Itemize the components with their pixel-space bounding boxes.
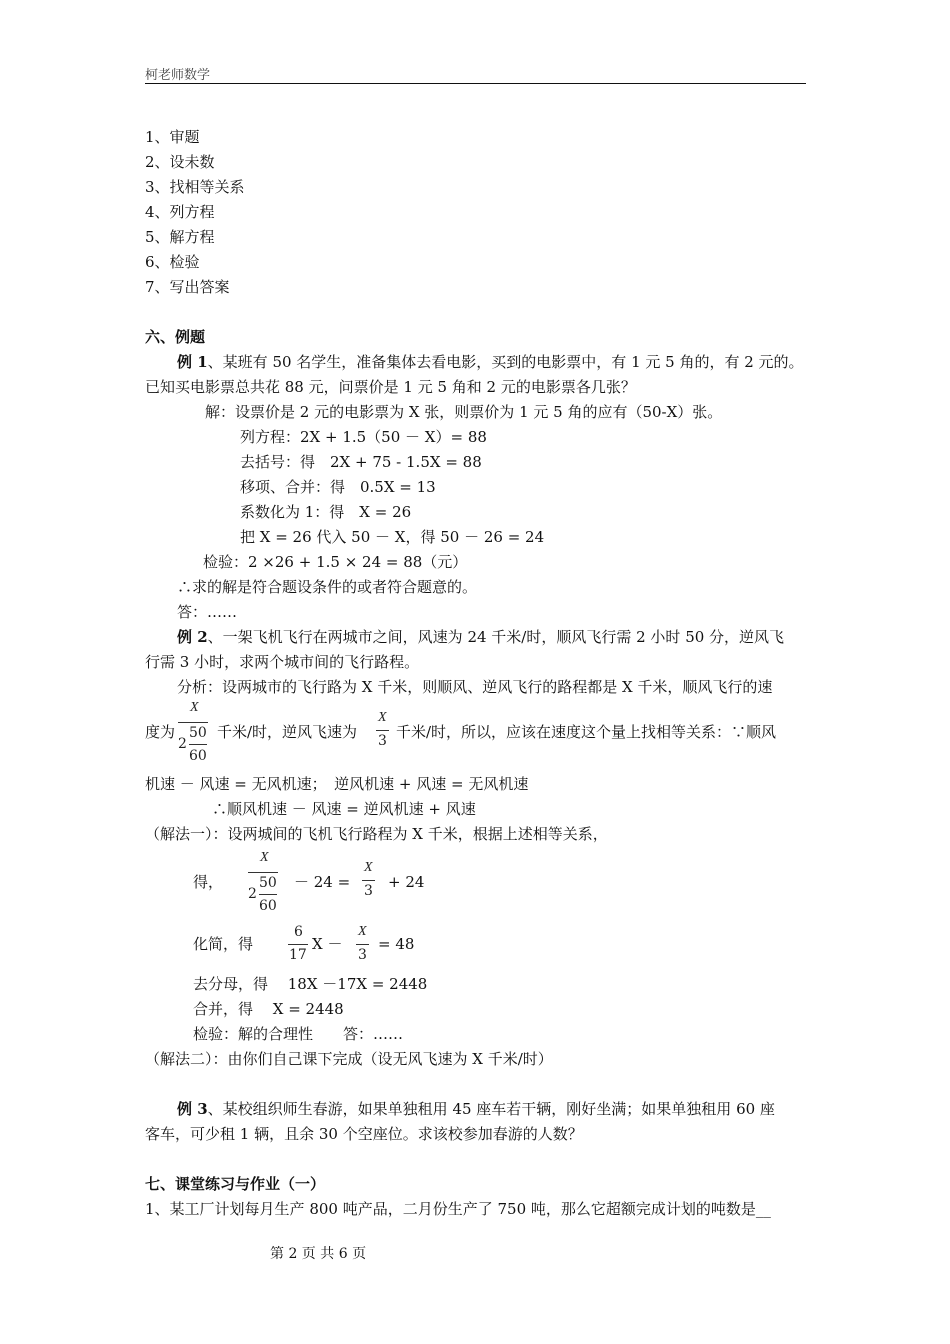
fraction-downwind-speed-eq xyxy=(248,850,278,920)
step-2: 2、设未数 xyxy=(145,153,215,171)
frac-bar xyxy=(356,944,369,945)
frac-den-3: 3 xyxy=(358,947,367,963)
frac-bar-inner xyxy=(259,894,277,895)
frac-bar-inner xyxy=(189,744,207,745)
ex2-label: 例 2 xyxy=(177,628,208,646)
eq-de-label: 得， xyxy=(193,873,224,891)
eq-jy: 检验：解的合理性 答：…… xyxy=(193,1025,404,1043)
frac-num-50: 50 xyxy=(259,875,277,891)
eq-hj-label: 化简，得 xyxy=(193,935,254,953)
ex1-line-1 xyxy=(177,352,804,372)
page-header: 柯老师数学 xyxy=(145,68,211,83)
ex3-text-1: 、某校组织师生春游，如果单独租用 45 座车若干辆，刚好坐满；如果单独租用 60 座 xyxy=(207,1100,775,1118)
frac-numerator-x: X xyxy=(260,850,269,865)
step-4: 4、列方程 xyxy=(145,203,215,221)
frac-bar xyxy=(178,722,208,723)
ex2-line-1 xyxy=(177,627,784,647)
ex1-answer: 答：…… xyxy=(177,603,238,621)
frac-num-50: 50 xyxy=(189,725,207,741)
frac-numerator-x: X xyxy=(358,924,367,939)
speed-text-c: 千米/时，所以，应该在速度这个量上找相等关系：∵顺风 xyxy=(396,723,777,741)
method-1: （解法一）：设两城间的飞机飞行路程为 X 千米，根据上述相等关系， xyxy=(145,825,608,843)
ex3-label: 例 3 xyxy=(177,1100,208,1118)
exercise-1: 1、某工厂计划每月生产 800 吨产品，二月份生产了 750 吨，那么它超额完成计划的吨数是__ xyxy=(145,1200,771,1218)
ex1-check: 检验：2 ×26 + 1.5 × 24 = 88（元） xyxy=(203,553,468,571)
step-6: 6、检验 xyxy=(145,253,200,271)
eq-de-end: + 24 xyxy=(388,873,425,891)
ex1-eq-2: 去括号：得 2X + 75 - 1.5X = 88 xyxy=(240,453,482,471)
ex2-text-1: 、一架飞机飞行在两城市之间，风速为 24 千米/时，顺风飞行需 2 小时 50 分，逆风飞 xyxy=(207,628,785,646)
relation-1: 机速 － 风速 = 无风机速； 逆风机速 + 风速 = 无风机速 xyxy=(145,775,529,793)
fraction-x-3 xyxy=(356,924,370,968)
frac-bar xyxy=(288,944,308,945)
ex2-line-2: 行需 3 小时，求两个城市间的飞行路程。 xyxy=(145,653,420,671)
frac-den-3: 3 xyxy=(378,733,387,749)
speed-text-b: 千米/时，逆风飞速为 xyxy=(217,723,358,741)
ex1-label: 例 1 xyxy=(177,353,208,371)
fraction-upwind-speed-eq xyxy=(362,860,376,904)
frac-den-3: 3 xyxy=(364,883,373,899)
ex3-line-2: 客车，可少租 1 辆，且余 30 个空座位。求该校参加春游的人数？ xyxy=(145,1125,583,1143)
step-3: 3、找相等关系 xyxy=(145,178,245,196)
frac-numerator-x: X xyxy=(378,710,387,725)
ex1-line-2: 已知买电影票总共花 88 元，问票价是 1 元 5 角和 2 元的电影票各几张？ xyxy=(145,378,636,396)
frac-numerator-x: X xyxy=(190,700,199,715)
step-5: 5、解方程 xyxy=(145,228,215,246)
ex1-eq-4: 系数化为 1：得 X = 26 xyxy=(240,503,412,521)
ex2-analysis: 分析：设两城市的飞行路为 X 千米，则顺风、逆风飞行的路程都是 X 千米，顺风飞行的速 xyxy=(177,678,773,696)
eq-qf: 去分母，得 18X －17X = 2448 xyxy=(193,975,428,993)
frac-den-60: 60 xyxy=(189,748,207,764)
frac-den-60: 60 xyxy=(259,898,277,914)
ex1-conclusion: ∴求的解是符合题设条件的或者符合题意的。 xyxy=(177,578,478,596)
speed-text-a: 度为 xyxy=(145,723,176,741)
ex1-solution: 解：设票价是 2 元的电影票为 X 张，则票价为 1 元 5 角的应有（50-X）张。 xyxy=(205,403,723,421)
step-1: 1、审题 xyxy=(145,128,200,146)
frac-num-6: 6 xyxy=(294,924,303,940)
ex1-eq-1: 列方程：2X + 1.5（50 － X）= 88 xyxy=(240,428,487,446)
header-rule xyxy=(145,83,806,84)
ex1-eq-5: 把 X = 26 代入 50 － X，得 50 － 26 = 24 xyxy=(240,528,545,546)
page-footer: 第 2 页 共 6 页 xyxy=(270,1246,367,1262)
ex1-eq-3: 移项、合并：得 0.5X = 13 xyxy=(240,478,436,496)
fraction-downwind-speed xyxy=(178,700,208,770)
section-6-title: 六、例题 xyxy=(145,328,206,346)
frac-numerator-x: X xyxy=(364,860,373,875)
method-2: （解法二）：由你们自己课下完成（设无风飞速为 X 千米/时） xyxy=(145,1050,553,1068)
relation-2: ∴顺风机速 － 风速 = 逆风机速 + 风速 xyxy=(212,800,476,818)
ex1-text-1: 、某班有 50 名学生，准备集体去看电影，买到的电影票中，有 1 元 5 角的，有 2 元的。 xyxy=(207,353,804,371)
fraction-upwind-speed xyxy=(376,710,390,754)
frac-bar xyxy=(376,730,389,731)
fraction-6-17 xyxy=(288,924,310,968)
eq-de-mid: － 24 = xyxy=(294,873,351,891)
frac-den-17: 17 xyxy=(289,947,307,963)
frac-whole-2: 2 xyxy=(178,736,187,752)
eq-hb: 合并，得 X = 2448 xyxy=(193,1000,344,1018)
eq-hj-end: = 48 xyxy=(378,935,415,953)
section-7-title: 七、课堂练习与作业（一） xyxy=(145,1175,326,1193)
frac-bar xyxy=(362,880,375,881)
frac-whole-2: 2 xyxy=(248,886,257,902)
step-7: 7、写出答案 xyxy=(145,278,230,296)
eq-hj-mid: X － xyxy=(312,935,343,953)
ex3-line-1 xyxy=(177,1099,775,1119)
frac-bar xyxy=(248,872,278,873)
